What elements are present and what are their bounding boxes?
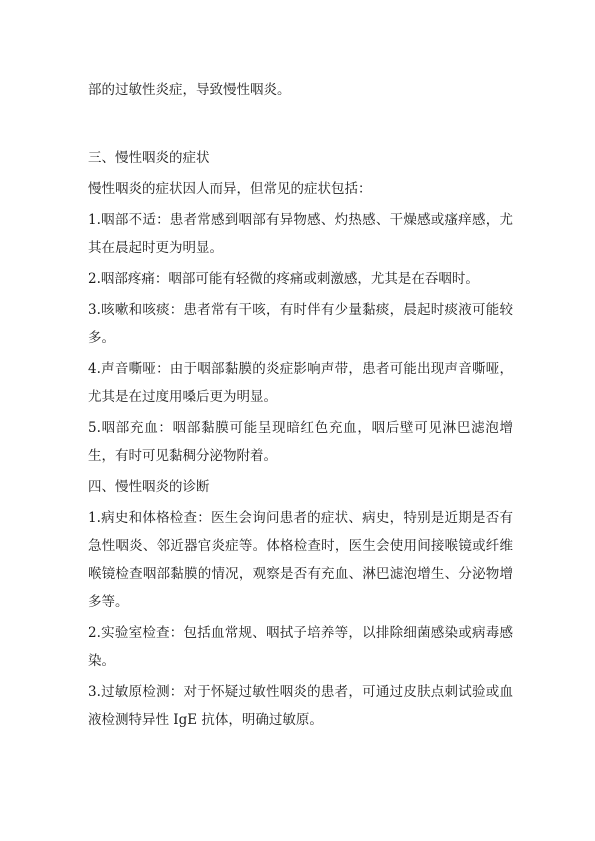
document-body bbox=[88, 76, 513, 737]
diagnosis-item: 3.过敏原检测：对于怀疑过敏性咽炎的患者，可通过皮肤点刺试验或血液检测特异性 IgE 抗体，明确过敏原。 bbox=[88, 684, 513, 728]
symptom-item: 3.咳嗽和咳痰：患者常有干咳，有时伴有少量黏痰，晨起时痰液可能较多。 bbox=[88, 302, 513, 346]
paragraph-gap bbox=[88, 107, 513, 144]
symptom-item: 4.声音嘶哑：由于咽部黏膜的炎症影响声带，患者可能出现声音嘶哑，尤其是在过度用嗓后更为明显。 bbox=[88, 361, 513, 405]
symptom-item: 1.咽部不适：患者常感到咽部有异物感、灼热感、干燥感或瘙痒感，尤其在晨起时更为明显。 bbox=[88, 212, 513, 256]
section-heading-symptoms: 三、慢性咽炎的症状 bbox=[88, 150, 210, 166]
symptom-item: 2.咽部疼痛：咽部可能有轻微的疼痛或刺激感，尤其是在吞咽时。 bbox=[88, 271, 479, 287]
intro-continuation: 部的过敏性炎症，导致慢性咽炎。 bbox=[88, 82, 291, 98]
symptoms-intro: 慢性咽炎的症状因人而异，但常见的症状包括： bbox=[88, 181, 372, 197]
symptom-item: 5.咽部充血：咽部黏膜可能呈现暗红色充血，咽后壁可见淋巴滤泡增生，有时可见黏稠分泌物附着。 bbox=[88, 420, 513, 464]
diagnosis-item: 2.实验室检查：包括血常规、咽拭子培养等，以排除细菌感染或病毒感染。 bbox=[88, 625, 513, 669]
diagnosis-item: 1.病史和体格检查：医生会询问患者的症状、病史，特别是近期是否有急性咽炎、邻近器官炎症等。体格检查时，医生会使用间接喉镜或纤维喉镜检查咽部黏膜的情况，观察是否有充血、淋巴滤泡增生、分泌物增多等。 bbox=[88, 510, 513, 610]
section-heading-diagnosis: 四、慢性咽炎的诊断 bbox=[88, 479, 210, 495]
